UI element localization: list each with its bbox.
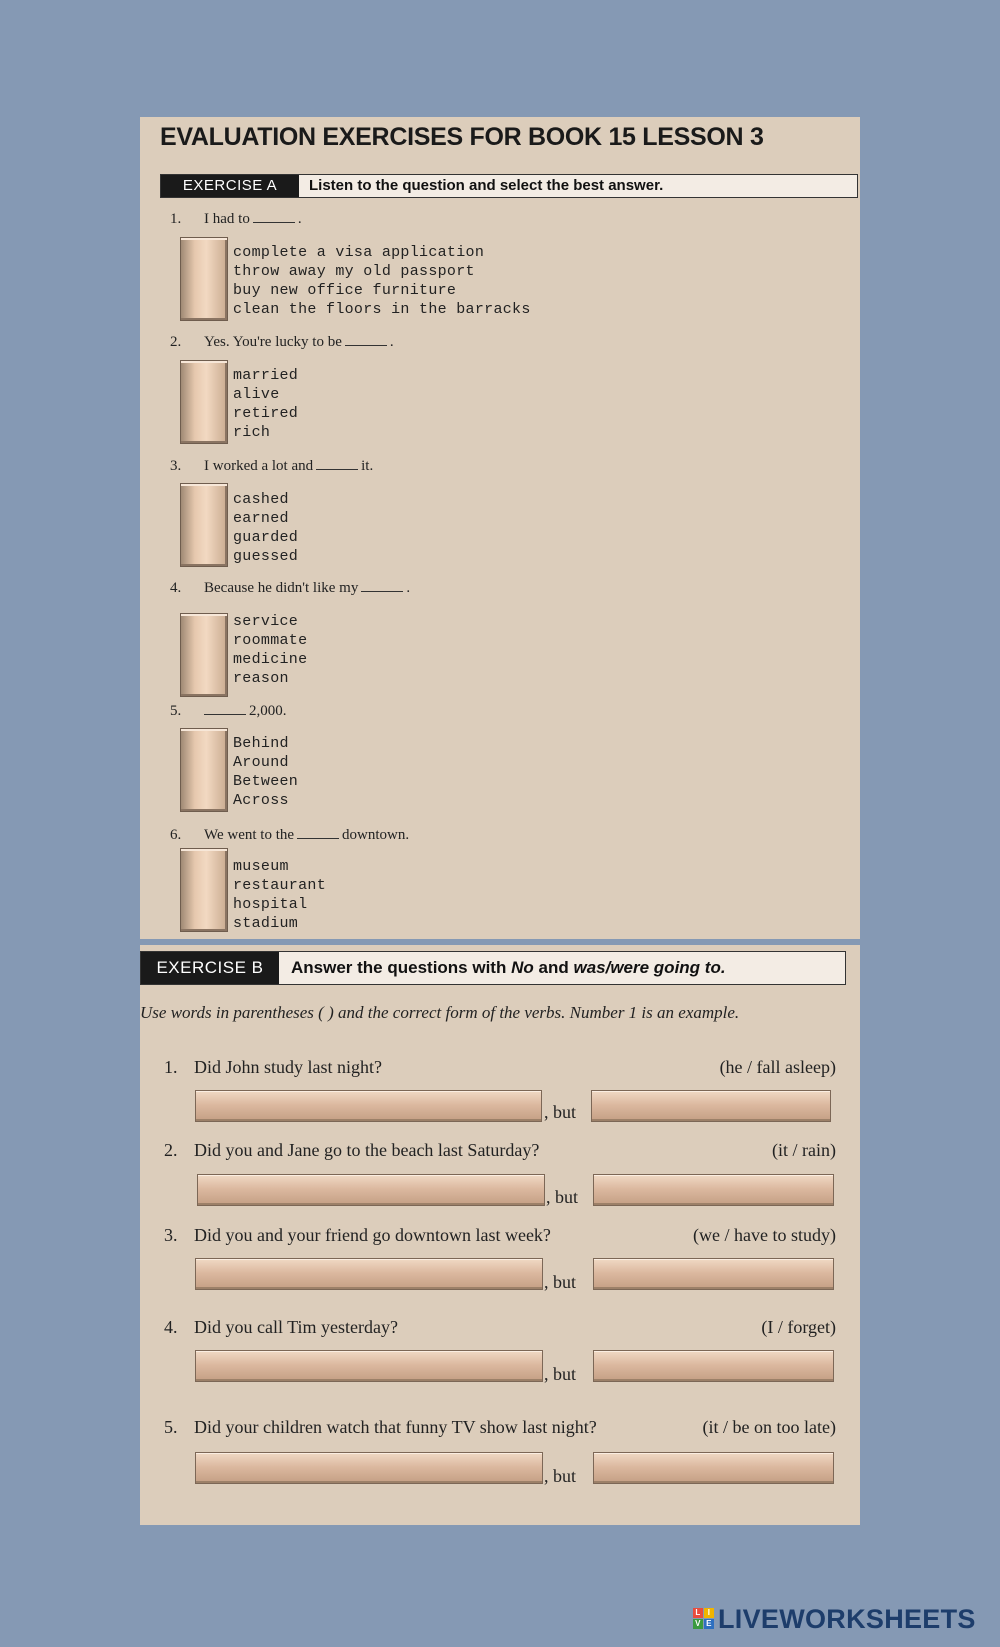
question-a4: 4. Because he didn't like my . [170, 580, 411, 596]
question-a3: 3. I worked a lot and it. [170, 458, 374, 474]
option: guarded [233, 529, 299, 546]
answer-select-a2[interactable] [180, 360, 228, 444]
options-a6 [233, 857, 326, 933]
answer-field-b5-right[interactable] [593, 1452, 834, 1484]
answer-field-b4-left[interactable] [195, 1350, 543, 1382]
option: service [233, 613, 299, 630]
option: buy new office furniture [233, 282, 457, 299]
option: medicine [233, 651, 308, 668]
option: complete a visa application [233, 244, 485, 261]
page-title: EVALUATION EXERCISES FOR BOOK 15 LESSON 3 [160, 123, 764, 151]
question-b2: 2. Did you and Jane go to the beach last Saturday? (it / rain) [164, 1140, 836, 1160]
exercise-a-tag: EXERCISE A [161, 175, 299, 197]
answer-field-b3-right[interactable] [593, 1258, 834, 1290]
hint-b4: (I / forget) [761, 1317, 836, 1337]
answer-select-a1[interactable] [180, 237, 228, 321]
option: museum [233, 858, 289, 875]
option: reason [233, 670, 289, 687]
question-b4: 4. Did you call Tim yesterday? (I / forget) [164, 1317, 836, 1337]
question-b5: 5. Did your children watch that funny TV show last night? (it / be on too late) [164, 1417, 836, 1437]
exercise-b-header [140, 951, 846, 985]
hint-b2: (it / rain) [772, 1140, 836, 1160]
question-b3: 3. Did you and your friend go downtown last week? (we / have to study) [164, 1225, 836, 1245]
exercise-b-directions: Use words in parentheses ( ) and the correct form of the verbs. Number 1 is an example. [140, 1003, 740, 1022]
option: Behind [233, 735, 289, 752]
option: married [233, 367, 299, 384]
question-b1: 1. Did John study last night? (he / fall asleep) [164, 1057, 836, 1077]
answer-select-a6[interactable] [180, 848, 228, 932]
answer-field-b1-right[interactable] [591, 1090, 831, 1122]
option: Around [233, 754, 289, 771]
answer-select-a5[interactable] [180, 728, 228, 812]
option: restaurant [233, 877, 327, 894]
option: stadium [233, 915, 299, 932]
answer-field-b2-right[interactable] [593, 1174, 834, 1206]
exercise-b-sheet [140, 945, 860, 1525]
but-label: , but [544, 1364, 577, 1384]
answer-field-b1-left[interactable] [195, 1090, 542, 1122]
answer-field-b3-left[interactable] [195, 1258, 543, 1290]
option: Between [233, 773, 299, 790]
but-label: , but [546, 1187, 579, 1207]
liveworksheets-logo-icon: L I V E [693, 1608, 715, 1630]
exercise-a-header [160, 174, 858, 198]
answer-field-b2-left[interactable] [197, 1174, 545, 1206]
option: retired [233, 405, 299, 422]
option: earned [233, 510, 289, 527]
answer-select-a3[interactable] [180, 483, 228, 567]
exercise-a-sheet [140, 117, 860, 939]
exercise-b-tag: EXERCISE B [141, 952, 279, 984]
answer-select-a4[interactable] [180, 613, 228, 697]
option: clean the floors in the barracks [233, 301, 531, 318]
but-label: , but [544, 1466, 577, 1486]
answer-field-b5-left[interactable] [195, 1452, 543, 1484]
option: alive [233, 386, 280, 403]
option: guessed [233, 548, 299, 565]
option: roommate [233, 632, 308, 649]
options-a1 [233, 243, 531, 319]
hint-b5: (it / be on too late) [702, 1417, 836, 1437]
liveworksheets-wordmark: LIVEWORKSHEETS [718, 1604, 976, 1634]
question-a2: 2. Yes. You're lucky to be . [170, 334, 394, 350]
options-a5 [233, 734, 298, 810]
options-a3 [233, 490, 298, 566]
but-label: , but [544, 1272, 577, 1292]
hint-b3: (we / have to study) [693, 1225, 836, 1245]
liveworksheets-logo[interactable] [693, 1604, 976, 1635]
question-a6: 6. We went to the downtown. [170, 827, 410, 843]
option: Across [233, 792, 289, 809]
question-a1: 1. I had to . [170, 211, 302, 227]
option: cashed [233, 491, 289, 508]
options-a4 [233, 612, 307, 688]
option: hospital [233, 896, 308, 913]
option: throw away my old passport [233, 263, 475, 280]
but-label: , but [544, 1102, 577, 1122]
exercise-b-instruction: Answer the questions with No and was/were going to. [291, 958, 726, 977]
options-a2 [233, 366, 298, 442]
exercise-a-instruction: Listen to the question and select the best answer. [309, 177, 664, 194]
question-a5: 5. 2,000. [170, 703, 287, 719]
option: rich [233, 424, 271, 441]
hint-b1: (he / fall asleep) [719, 1057, 836, 1077]
answer-field-b4-right[interactable] [593, 1350, 834, 1382]
